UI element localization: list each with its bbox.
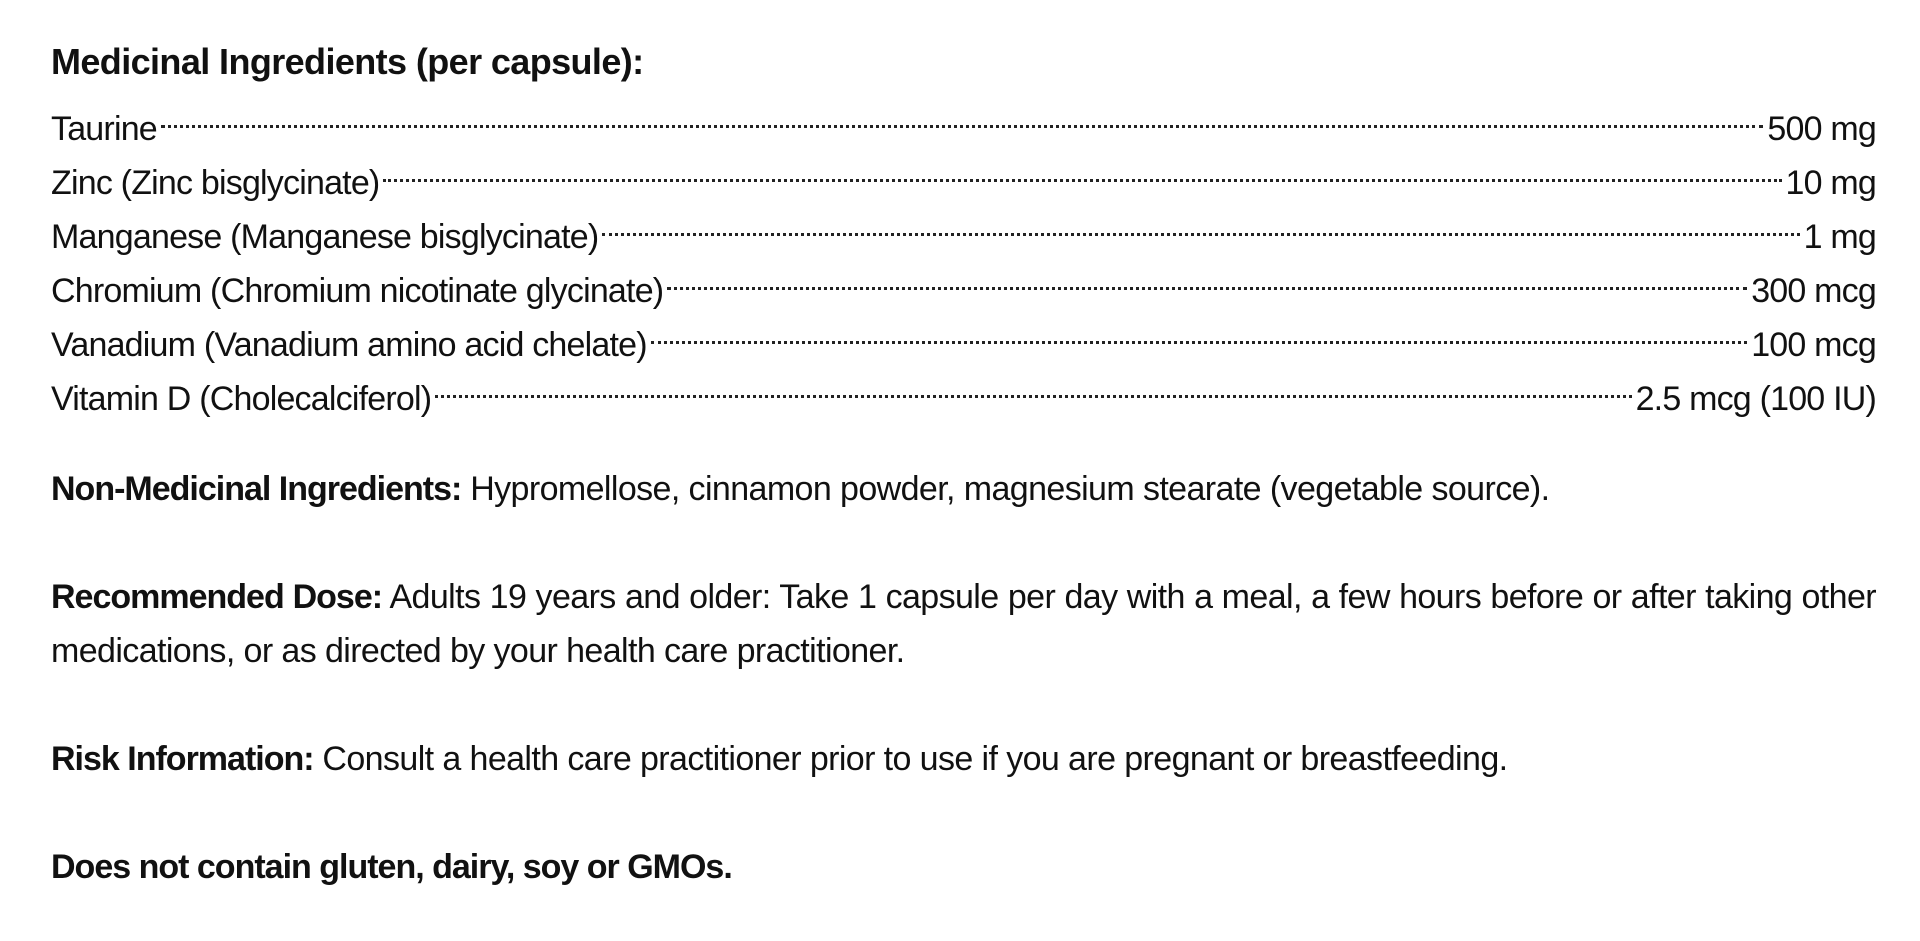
dot-leader bbox=[602, 194, 1799, 248]
recommended-dose-paragraph bbox=[51, 570, 1876, 678]
ingredient-row bbox=[51, 140, 1876, 202]
non-medicinal-text: Hypromellose, cinnamon powder, magnesium stearate (vegetable source). bbox=[461, 470, 1550, 508]
ingredient-amount: 100 mcg bbox=[1751, 326, 1876, 364]
non-medicinal-paragraph bbox=[51, 462, 1876, 516]
recommended-dose-text: Adults 19 years and older: Take 1 capsule per day with a meal, a few hours before or after taking other medications, or as directed by your health care practitioner. bbox=[51, 578, 1876, 670]
dot-leader bbox=[383, 140, 1781, 194]
label-document bbox=[51, 38, 1876, 894]
ingredient-name: Vanadium (Vanadium amino acid chelate) bbox=[51, 326, 647, 364]
ingredient-amount: 300 mcg bbox=[1751, 272, 1876, 310]
dot-leader bbox=[435, 356, 1631, 410]
risk-information-text: Consult a health care practitioner prior to use if you are pregnant or breastfeeding. bbox=[313, 740, 1508, 778]
ingredient-name: Zinc (Zinc bisglycinate) bbox=[51, 164, 380, 202]
ingredient-row bbox=[51, 86, 1876, 148]
dot-leader bbox=[667, 248, 1747, 302]
ingredient-amount: 1 mg bbox=[1803, 218, 1876, 256]
ingredient-name: Chromium (Chromium nicotinate glycinate) bbox=[51, 272, 664, 310]
recommended-dose-label: Recommended Dose: bbox=[51, 578, 383, 616]
medicinal-ingredient-list bbox=[51, 86, 1876, 418]
allergen-free-statement: Does not contain gluten, dairy, soy or GMOs. bbox=[51, 848, 732, 886]
ingredient-name: Manganese (Manganese bisglycinate) bbox=[51, 218, 599, 256]
ingredient-amount: 500 mg bbox=[1767, 110, 1876, 148]
ingredient-amount: 10 mg bbox=[1785, 164, 1876, 202]
ingredient-name: Taurine bbox=[51, 110, 157, 148]
ingredient-amount: 2.5 mcg (100 IU) bbox=[1635, 380, 1876, 418]
risk-information-paragraph bbox=[51, 732, 1876, 786]
medicinal-heading: Medicinal Ingredients (per capsule): bbox=[51, 41, 644, 82]
ingredient-name: Vitamin D (Cholecalciferol) bbox=[51, 380, 432, 418]
non-medicinal-label: Non-Medicinal Ingredients: bbox=[51, 470, 462, 508]
risk-information-label: Risk Information: bbox=[51, 740, 314, 778]
dot-leader bbox=[651, 302, 1747, 356]
dot-leader bbox=[161, 86, 1763, 140]
